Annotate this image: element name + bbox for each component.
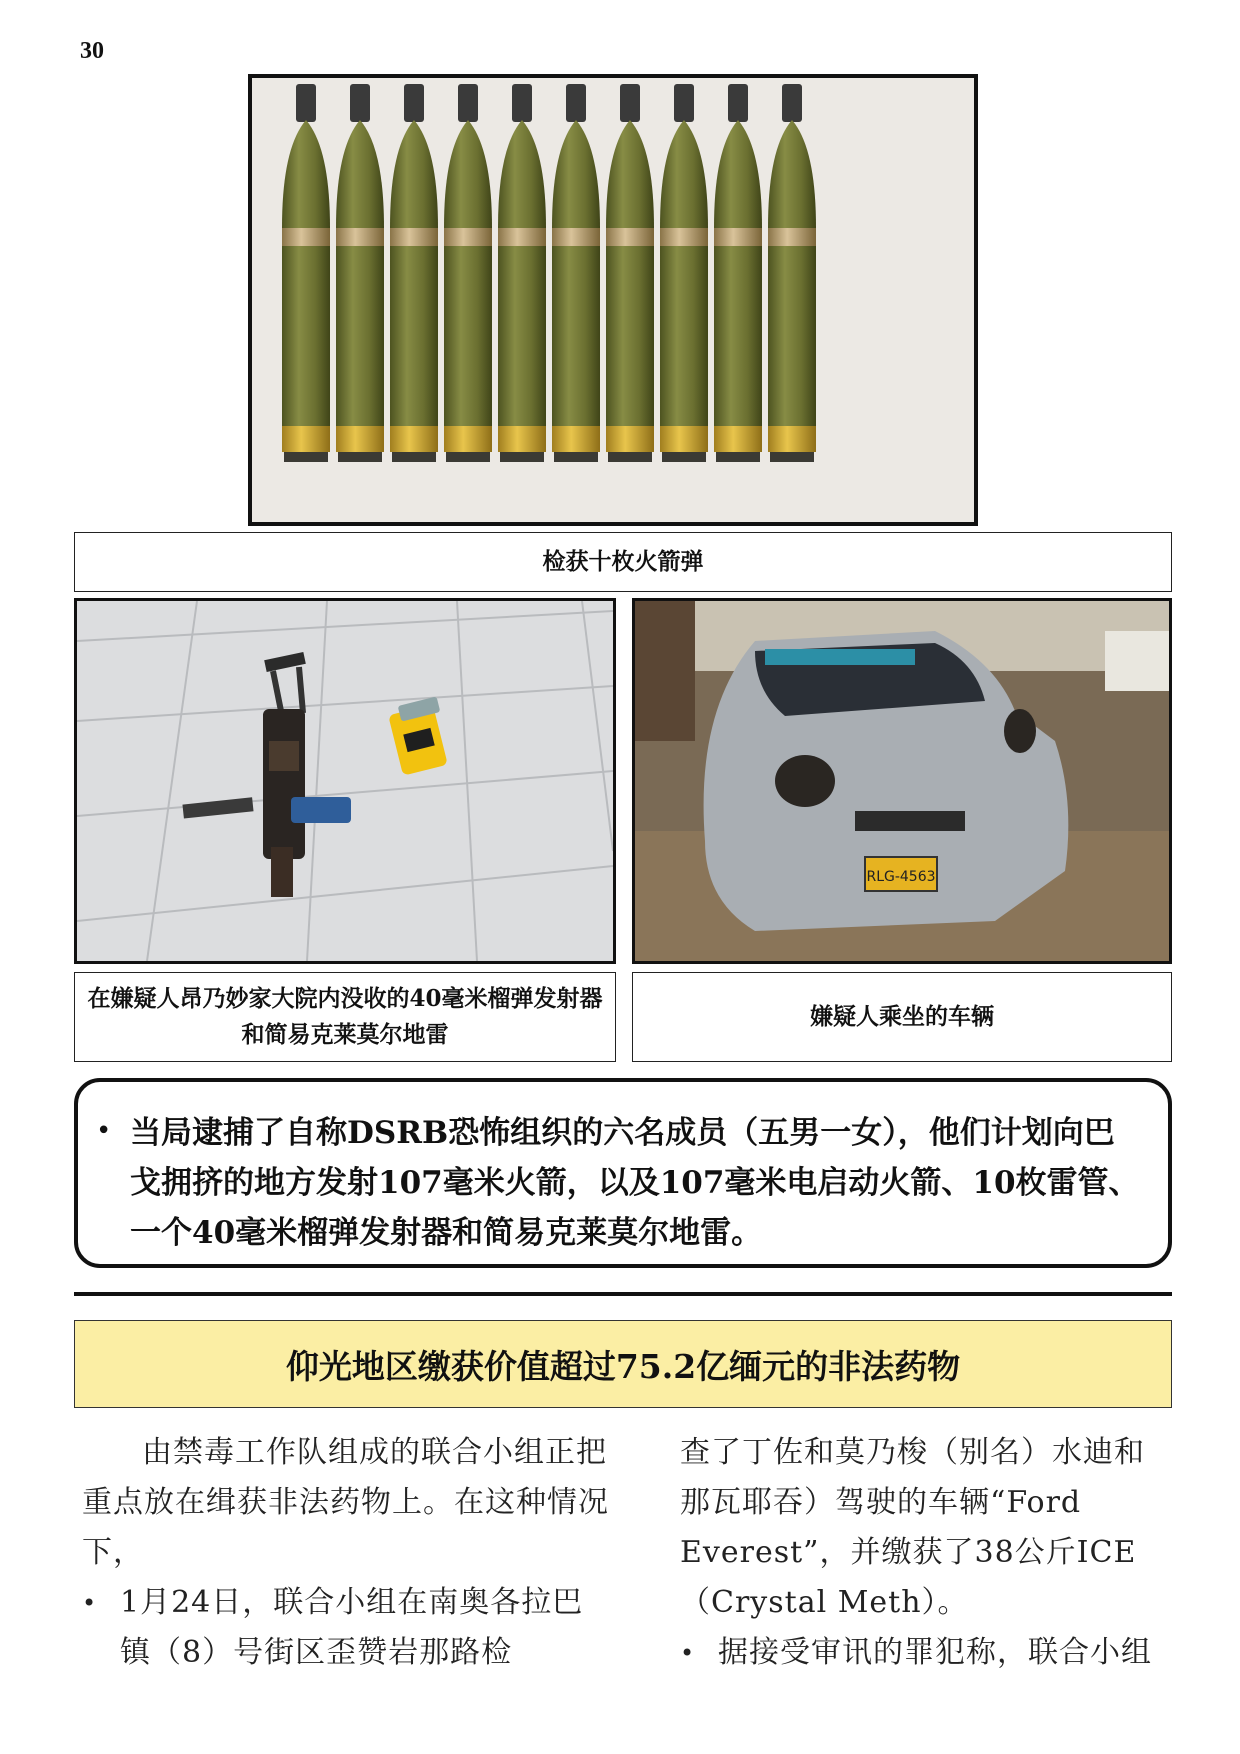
rocket-shell-icon	[498, 84, 546, 462]
article-headline: 仰光地区缴获价值超过75.2亿缅元的非法药物	[285, 1346, 961, 1386]
car-caption-text: 嫌疑人乘坐的车辆	[810, 1003, 994, 1030]
rocket-shell-icon	[768, 84, 816, 462]
rocket-shell-icon	[660, 84, 708, 462]
list-item	[82, 1578, 610, 1678]
article-column-right	[680, 1428, 1172, 1678]
rocket-shell-icon	[444, 84, 492, 462]
section-divider	[74, 1292, 1172, 1296]
page-number: 30	[80, 38, 104, 64]
license-plate-text: RLG-4563	[866, 869, 936, 885]
list-item-continuation: 查了丁佐和莫乃梭（别名）水迪和那瓦耶吞）驾驶的车辆“Ford Everest”，并缴获了38公斤ICE（Crystal Meth）。	[680, 1435, 1145, 1620]
article-headline-box	[74, 1320, 1172, 1408]
article-column-left	[82, 1428, 610, 1678]
car-caption	[632, 972, 1172, 1062]
rockets-illustration	[252, 78, 974, 522]
article-intro: 由禁毒工作队组成的联合小组正把重点放在缉获非法药物上。在这种情况下，	[82, 1435, 609, 1570]
launcher-caption	[74, 972, 616, 1062]
launcher-illustration	[77, 601, 613, 961]
rockets-caption-text: 检获十枚火箭弹	[542, 548, 704, 575]
rocket-shell-icon	[606, 84, 654, 462]
rocket-shell-icon	[282, 84, 330, 462]
bullet-icon: •	[680, 1639, 696, 1667]
rocket-shell-icon	[552, 84, 600, 462]
bullet-icon: •	[82, 1589, 98, 1617]
rocket-shell-icon	[336, 84, 384, 462]
car-illustration	[635, 601, 1169, 961]
rockets-photo	[248, 74, 978, 526]
list-item-text: 据接受审讯的罪犯称，联合小组	[718, 1635, 1152, 1670]
list-item	[680, 1628, 1172, 1678]
car-photo	[632, 598, 1172, 964]
launcher-caption-text: 在嫌疑人昂乃妙家大院内没收的40毫米榴弹发射器和简易克莱莫尔地雷	[87, 985, 603, 1048]
rocket-shell-icon	[714, 84, 762, 462]
summary-text: 当局逮捕了自称DSRB恐怖组织的六名成员（五男一女），他们计划向巴戈拥挤的地方发射107毫米火箭，以及107毫米电启动火箭、10枚雷管、一个40毫米榴弹发射器和简易克莱莫尔地雷。	[130, 1115, 1140, 1251]
launcher-photo	[74, 598, 616, 964]
rocket-shell-icon	[390, 84, 438, 462]
list-item-text: 1月24日，联合小组在南奥各拉巴镇（8）号街区歪赞岩那路检	[120, 1585, 584, 1670]
summary-box	[74, 1078, 1172, 1268]
rockets-caption	[74, 532, 1172, 592]
bullet-icon: •	[96, 1116, 112, 1146]
